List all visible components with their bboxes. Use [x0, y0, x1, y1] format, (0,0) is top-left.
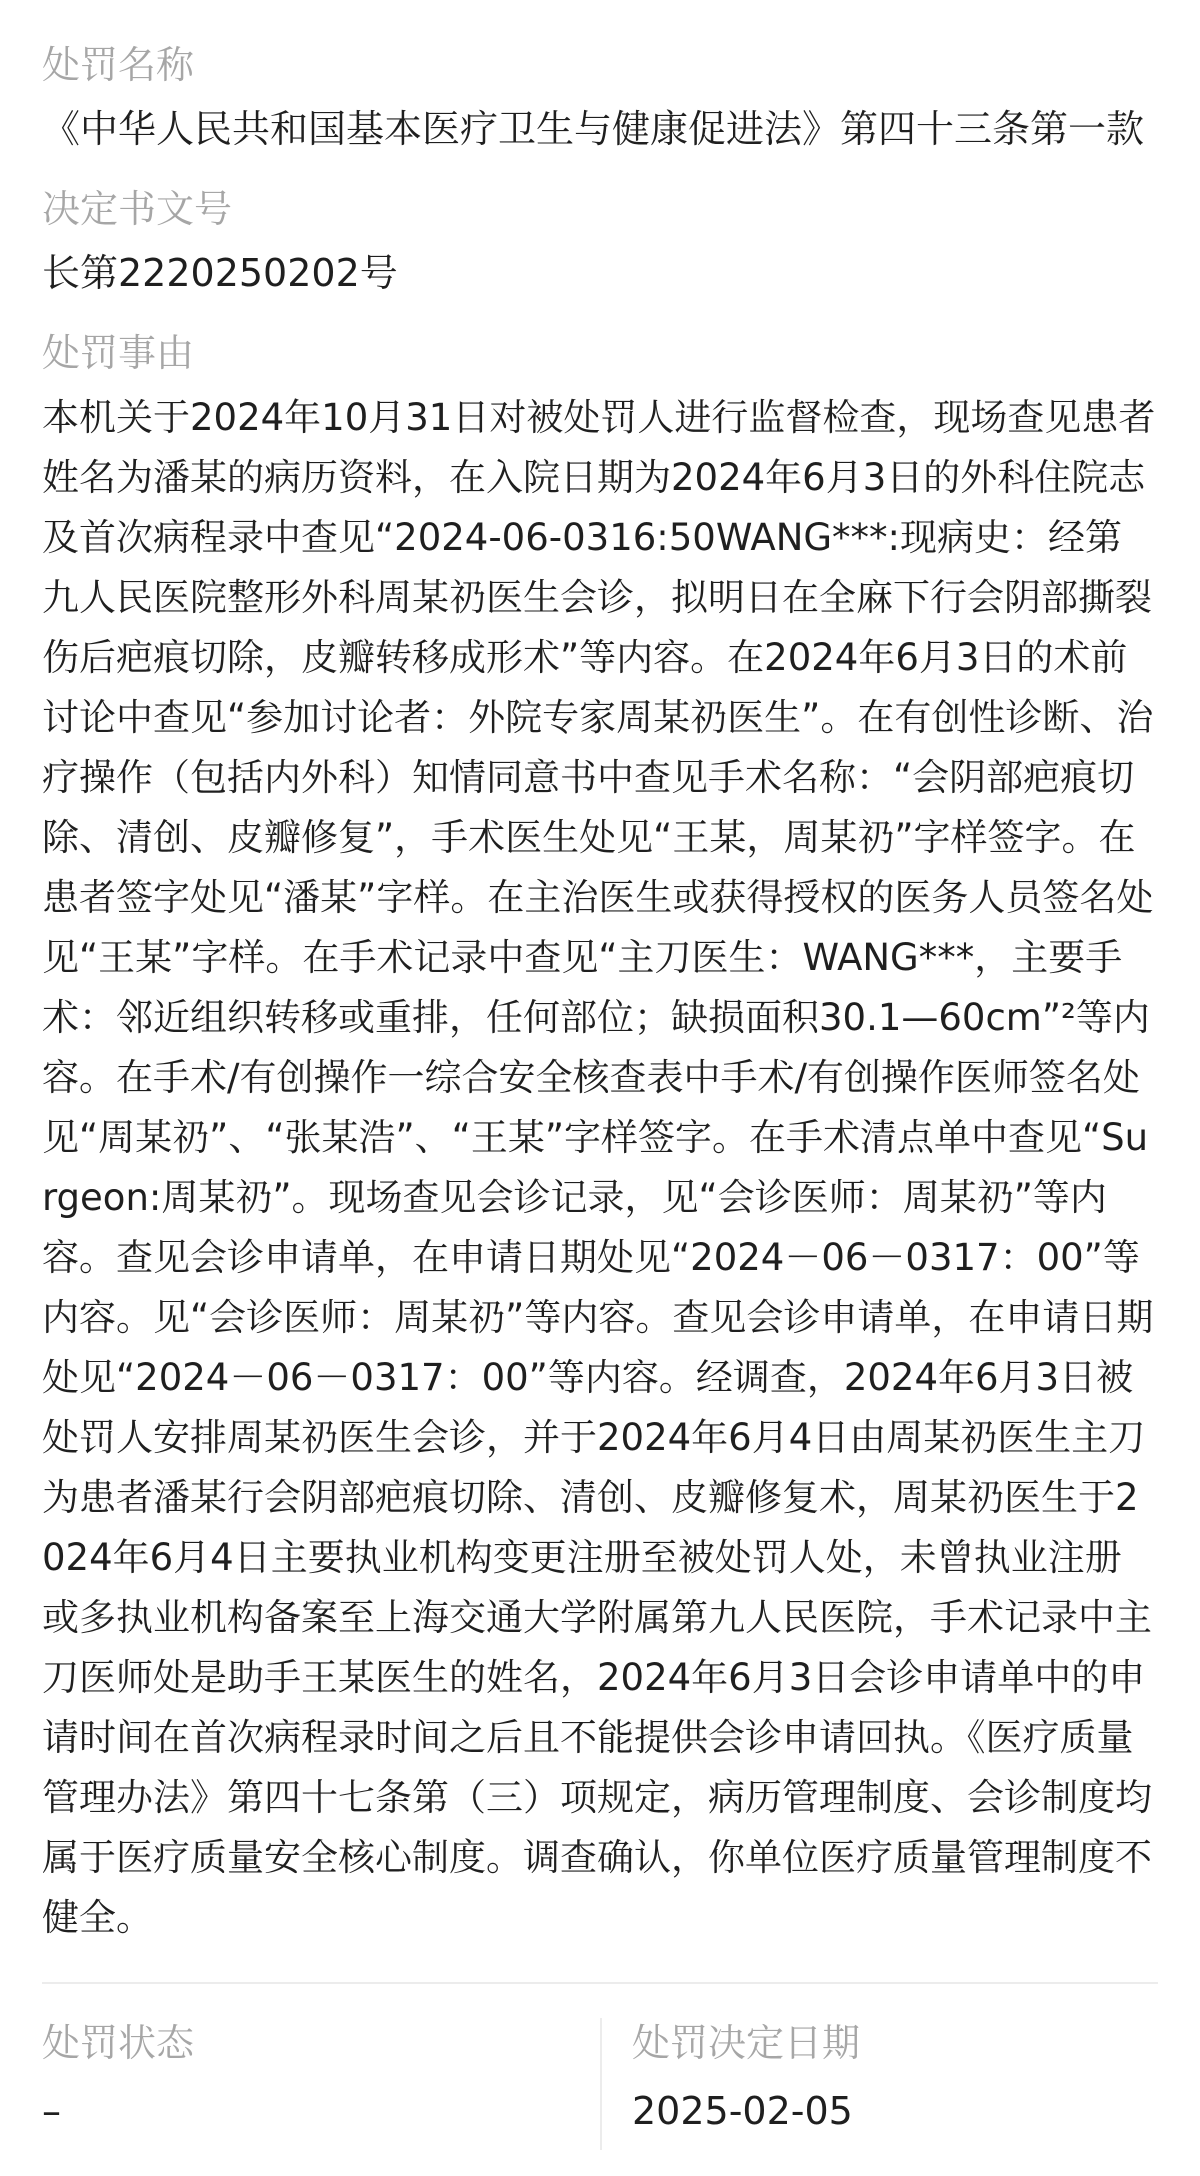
- decision-number-section: [42, 184, 1158, 302]
- status-date-row: [42, 2018, 1158, 2150]
- penalty-reason-value: 本机关于2024年10月31日对被处罚人进行监督检查，现场查见患者姓名为潘某的病历资料，在入院日期为2024年6月3日的外科住院志及首次病程录中查见“2024-06-0316:50WANG***:现病史：经第九人民医院整形外科周某礽医生会诊，拟明日在全麻下行会阴部撕裂伤后疤痕切除，皮瓣转移成形术”等内容。在2024年6月3日的术前讨论中查见“参加讨论者：外院专家周某礽医生”。在有创性诊断、治疗操作（包括内外科）知情同意书中查见手术名称：“会阴部疤痕切除、清创、皮瓣修复”，手术医生处见“王某，周某礽”字样签字。在患者签字处见“潘某”字样。在主治医生或获得授权的医务人员签名处见“王某”字样。在手术记录中查见“主刀医生：WANG***，主要手术：邻近组织转移或重排，任何部位；缺损面积30.1—60cm”²等内容。在手术/有创操作一综合安全核查表中手术/有创操作医师签名处见“周某礽”、“张某浩”、“王某”字样签字。在手术清点单中查见“Surgeon:周某礽”。现场查见会诊记录，见“会诊医师：周某礽”等内容。查见会诊申请单，在申请日期处见“2024－06－0317：00”等内容。见“会诊医师：周某礽”等内容。查见会诊申请单，在申请日期处见“2024－06－0317：00”等内容。经调查，2024年6月3日被处罚人安排周某礽医生会诊，并于2024年6月4日由周某礽医生主刀为患者潘某行会阴部疤痕切除、清创、皮瓣修复术，周某礽医生于2024年6月4日主要执业机构变更注册至被处罚人处，未曾执业注册或多执业机构备案至上海交通大学附属第九人民医院，手术记录中主刀医师处是助手王某医生的姓名，2024年6月3日会诊申请单中的申请时间在首次病程录时间之后且不能提供会诊申请回执。《医疗质量管理办法》第四十七条第（三）项规定，病历管理制度、会诊制度均属于医疗质量安全核心制度。调查确认，你单位医疗质量管理制度不健全。: [42, 396, 1156, 1939]
- penalty-status-label: 处罚状态: [42, 2021, 195, 2065]
- decision-date-section: [602, 2018, 1158, 2150]
- decision-number-label: 决定书文号: [42, 187, 233, 231]
- penalty-reason-label: 处罚事由: [42, 331, 195, 375]
- decision-date-label: 处罚决定日期: [632, 2021, 861, 2065]
- section-divider: [42, 1982, 1158, 1984]
- decision-date-value: 2025-02-05: [632, 2089, 853, 2133]
- penalty-name-label: 处罚名称: [42, 43, 195, 87]
- penalty-name-section: [42, 40, 1158, 158]
- decision-number-value: 长第2220250202号: [42, 251, 398, 295]
- penalty-status-section: [42, 2018, 602, 2150]
- penalty-status-value: –: [42, 2089, 61, 2133]
- penalty-reason-section: [42, 328, 1158, 1948]
- penalty-name-value: 《中华人民共和国基本医疗卫生与健康促进法》第四十三条第一款: [42, 107, 1145, 151]
